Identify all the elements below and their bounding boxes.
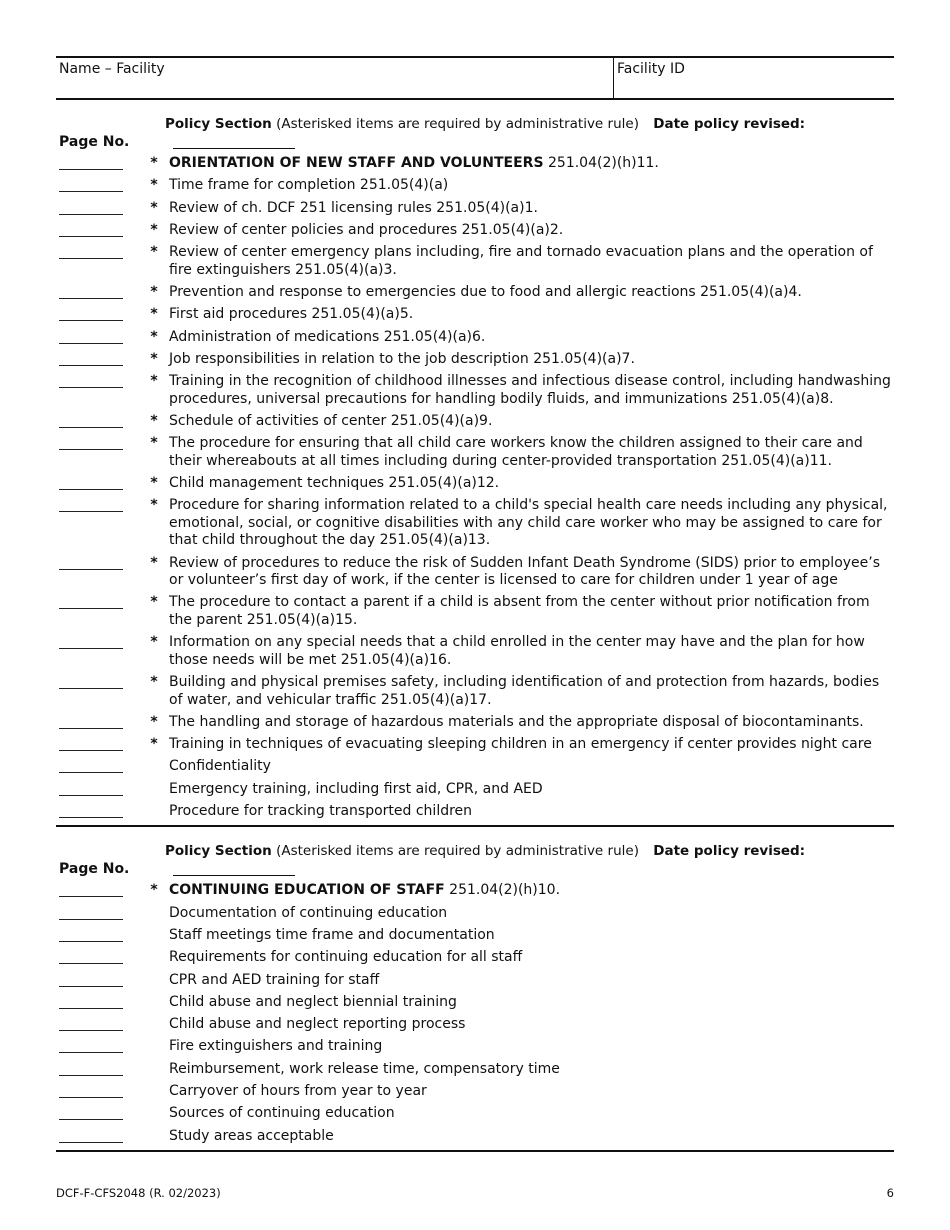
- required-asterisk-icon: *: [150, 283, 158, 300]
- required-asterisk-icon: *: [150, 373, 158, 390]
- item-text: Reimbursement, work release time, compensatory time: [169, 1060, 560, 1077]
- checklist-item: [56, 475, 894, 493]
- required-asterisk-icon: *: [150, 244, 158, 261]
- section-divider: [56, 1150, 894, 1152]
- item-text: Sources of continuing education: [169, 1105, 395, 1122]
- page-no-input[interactable]: [59, 435, 123, 450]
- page-no-input[interactable]: [59, 497, 123, 512]
- checklist-item: [56, 1105, 894, 1123]
- item-text: Documentation of continuing education: [169, 904, 448, 921]
- continuing-title-ref: 251.04(2)(h)10.: [449, 882, 561, 899]
- column-header: [56, 843, 894, 878]
- item-text: Emergency training, including first aid, CPR, and AED: [169, 780, 543, 797]
- checklist-item: [56, 949, 894, 967]
- facility-header: [56, 56, 894, 100]
- page-no-input[interactable]: [59, 674, 123, 689]
- checklist-item: [56, 594, 894, 629]
- page-no-input[interactable]: [59, 758, 123, 773]
- orientation-title-ref: 251.04(2)(h)11.: [548, 155, 659, 171]
- page-no-input[interactable]: [59, 329, 123, 344]
- item-text: Review of center emergency plans including, fire and tornado evacuation plans and the operation of fire extinguishers 251.05(4)(a)3.: [169, 244, 873, 278]
- policy-section-header: [165, 116, 894, 151]
- required-asterisk-icon: *: [150, 594, 158, 611]
- checklist-item: [56, 736, 894, 754]
- checklist-item: [56, 497, 894, 550]
- required-asterisk-icon: *: [150, 221, 158, 238]
- item-text: Schedule of activities of center 251.05(4)(a)9.: [169, 412, 493, 429]
- facility-name-label: Name – Facility: [59, 61, 165, 77]
- item-text: Staff meetings time frame and documentation: [169, 926, 495, 943]
- page-no-input[interactable]: [59, 803, 123, 818]
- page-no-input[interactable]: [59, 351, 123, 366]
- item-text: Requirements for continuing education for all staff: [169, 949, 523, 966]
- required-asterisk-icon: *: [150, 199, 158, 216]
- page-no-input[interactable]: [59, 1038, 123, 1053]
- checklist-item: [56, 994, 894, 1012]
- item-text: Procedure for tracking transported children: [169, 803, 473, 820]
- checklist-item: [56, 634, 894, 669]
- column-header: [56, 116, 894, 151]
- page-no-header: Page No.: [59, 133, 130, 150]
- checklist-item: [56, 284, 894, 302]
- page-no-input[interactable]: [59, 736, 123, 751]
- form-id: DCF-F-CFS2048 (R. 02/2023): [56, 1186, 221, 1200]
- item-text: Review of ch. DCF 251 licensing rules 251.05(4)(a)1.: [169, 199, 538, 216]
- item-text: The procedure to contact a parent if a child is absent from the center without prior notification from the parent 251.05(4)(a)15.: [169, 594, 870, 628]
- policy-note: (Asterisked items are required by administrative rule): [276, 843, 639, 860]
- required-asterisk-icon: *: [150, 497, 158, 514]
- checklist-item: [56, 674, 894, 709]
- section-title-row: [56, 155, 894, 173]
- item-text: Fire extinguishers and training: [169, 1038, 383, 1055]
- required-asterisk-icon: *: [150, 328, 158, 345]
- facility-id-label: Facility ID: [617, 61, 685, 77]
- item-text: First aid procedures 251.05(4)(a)5.: [169, 306, 414, 323]
- page-no-input[interactable]: [59, 413, 123, 428]
- page-no-input[interactable]: [59, 1128, 123, 1143]
- required-asterisk-icon: *: [150, 435, 158, 452]
- checklist-item: [56, 1128, 894, 1146]
- page-no-input[interactable]: [59, 882, 123, 897]
- checklist-item: [56, 758, 894, 776]
- checklist-item: [56, 1083, 894, 1101]
- item-text: Training in the recognition of childhood illnesses and infectious disease control, including handwashing procedures, universal precautions for handling bodily fluids, and immunizations 251.05(4)(a)8.: [169, 373, 891, 407]
- page-no-input[interactable]: [59, 781, 123, 796]
- item-text: Carryover of hours from year to year: [169, 1083, 427, 1099]
- item-text: The handling and storage of hazardous materials and the appropriate disposal of biocontaminants.: [169, 713, 864, 730]
- item-text: Building and physical premises safety, including identification of and protection from hazards, bodies of water, and vehicular traffic 251.05(4)(a)17.: [169, 674, 880, 708]
- required-asterisk-icon: *: [150, 554, 158, 571]
- item-text: Training in techniques of evacuating sleeping children in an emergency if center provides night care: [169, 736, 872, 753]
- required-asterisk-icon: *: [150, 882, 158, 899]
- item-text: The procedure for ensuring that all child care workers know the children assigned to their care and their whereabouts at all times including during center-provided transportation 251.05(4)(a)11.: [169, 435, 863, 469]
- date-revised-input[interactable]: [173, 863, 295, 876]
- checklist-item: [56, 1038, 894, 1056]
- checklist-item: [56, 244, 894, 279]
- page-no-input[interactable]: [59, 594, 123, 609]
- facility-id-field[interactable]: [614, 58, 894, 98]
- checklist-item: [56, 555, 894, 590]
- page-no-header: Page No.: [59, 860, 130, 877]
- continuing-education-section: [56, 843, 894, 1145]
- page-no-input[interactable]: [59, 244, 123, 259]
- page-no-input[interactable]: [59, 373, 123, 388]
- page-no-input[interactable]: [59, 200, 123, 215]
- item-text: Administration of medications 251.05(4)(a)6.: [169, 328, 486, 345]
- checklist-item: [56, 1061, 894, 1079]
- checklist-item: [56, 306, 894, 324]
- page-no-input[interactable]: [59, 306, 123, 321]
- page-no-input[interactable]: [59, 634, 123, 649]
- required-asterisk-icon: *: [150, 634, 158, 651]
- checklist-item: [56, 905, 894, 923]
- policy-section-title: Policy Section: [165, 843, 272, 860]
- item-text: Child abuse and neglect reporting process: [169, 1016, 466, 1033]
- policy-section-title: Policy Section: [165, 116, 272, 132]
- checklist-item: [56, 177, 894, 195]
- orientation-items: [56, 177, 894, 820]
- checklist-item: [56, 803, 894, 821]
- item-text: Prevention and response to emergencies due to food and allergic reactions 251.05(4)(a)4.: [169, 283, 802, 300]
- page-footer: [56, 1186, 894, 1200]
- checklist-item: [56, 200, 894, 218]
- section-title-row: [56, 882, 894, 900]
- page-no-input[interactable]: [59, 555, 123, 570]
- page-no-input[interactable]: [59, 1083, 123, 1098]
- required-asterisk-icon: *: [150, 306, 158, 323]
- required-asterisk-icon: *: [150, 674, 158, 691]
- item-text: Information on any special needs that a child enrolled in the center may have and the plan for how those needs will be met 251.05(4)(a)16.: [169, 634, 865, 668]
- page-no-input[interactable]: [59, 177, 123, 192]
- page-number: 6: [886, 1186, 894, 1200]
- checklist-item: [56, 435, 894, 470]
- page-no-input[interactable]: [59, 1105, 123, 1120]
- section-divider: [56, 825, 894, 827]
- policy-note: (Asterisked items are required by administrative rule): [276, 116, 639, 132]
- checklist-item: [56, 781, 894, 799]
- checklist-item: [56, 329, 894, 347]
- page-no-input[interactable]: [59, 714, 123, 729]
- item-text: Time frame for completion 251.05(4)(a): [169, 177, 449, 194]
- checklist-item: [56, 927, 894, 945]
- required-asterisk-icon: *: [150, 412, 158, 429]
- required-asterisk-icon: *: [150, 736, 158, 753]
- page-no-input[interactable]: [59, 222, 123, 237]
- item-text: Procedure for sharing information related to a child's special health care needs including any physical, emotional, social, or cognitive disabilities with any child care worker who may be assigned to care for that child throughout the day 251.05(4)(a)13.: [169, 497, 888, 549]
- item-text: CPR and AED training for staff: [169, 971, 380, 988]
- form-page: [56, 56, 894, 1152]
- item-text: Child abuse and neglect biennial training: [169, 993, 457, 1010]
- checklist-item: [56, 413, 894, 431]
- page-no-input[interactable]: [59, 1061, 123, 1076]
- checklist-item: [56, 222, 894, 240]
- page-no-input[interactable]: [59, 155, 123, 170]
- checklist-item: [56, 714, 894, 732]
- page-no-input[interactable]: [59, 475, 123, 490]
- date-revised-label: Date policy revised:: [653, 116, 806, 132]
- required-asterisk-icon: *: [150, 713, 158, 730]
- required-asterisk-icon: *: [150, 177, 158, 194]
- item-text: Child management techniques 251.05(4)(a)12.: [169, 475, 500, 492]
- orientation-title: ORIENTATION OF NEW STAFF AND VOLUNTEERS: [169, 155, 544, 171]
- required-asterisk-icon: *: [150, 350, 158, 367]
- checklist-item: [56, 1016, 894, 1034]
- item-text: Job responsibilities in relation to the job description 251.05(4)(a)7.: [169, 350, 635, 367]
- item-text: Review of procedures to reduce the risk of Sudden Infant Death Syndrome (SIDS) prior to employee’s or volunteer’s first day of work, if the center is licensed to care for children under 1 year of age: [169, 554, 881, 589]
- page-no-input[interactable]: [59, 972, 123, 987]
- page-no-input[interactable]: [59, 1016, 123, 1031]
- item-text: Study areas acceptable: [169, 1127, 334, 1144]
- facility-name-field[interactable]: [56, 58, 614, 98]
- policy-section-header: [165, 843, 894, 878]
- checklist-item: [56, 351, 894, 369]
- required-asterisk-icon: *: [150, 475, 158, 492]
- item-text: Confidentiality: [169, 758, 271, 775]
- page-no-input[interactable]: [59, 949, 123, 964]
- required-asterisk-icon: *: [150, 155, 158, 171]
- checklist-item: [56, 972, 894, 990]
- page-no-input[interactable]: [59, 994, 123, 1009]
- page-no-input[interactable]: [59, 284, 123, 299]
- checklist-item: [56, 373, 894, 408]
- item-text: Review of center policies and procedures 251.05(4)(a)2.: [169, 221, 564, 238]
- date-revised-input[interactable]: [173, 136, 295, 149]
- continuing-title: CONTINUING EDUCATION OF STAFF: [169, 882, 445, 899]
- page-no-input[interactable]: [59, 927, 123, 942]
- date-revised-label: Date policy revised:: [653, 843, 806, 860]
- page-no-input[interactable]: [59, 905, 123, 920]
- continuing-items: [56, 905, 894, 1145]
- orientation-section: [56, 116, 894, 821]
